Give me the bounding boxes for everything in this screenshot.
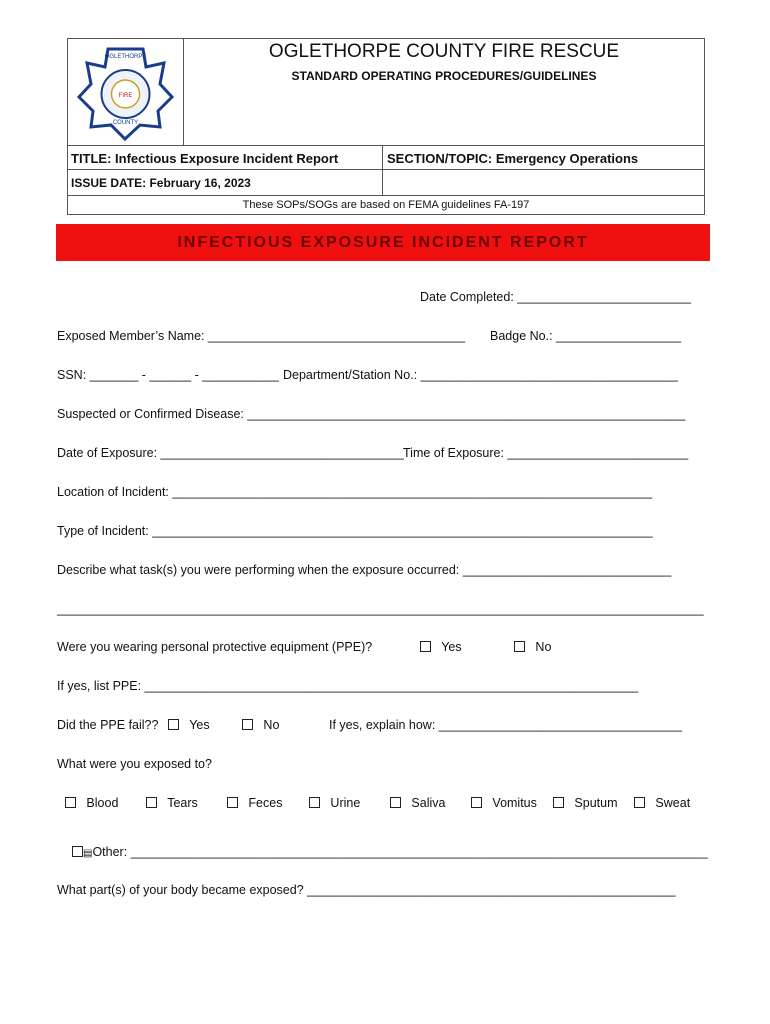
svg-text:OGLETHORPE: OGLETHORPE	[104, 54, 147, 60]
fluid-label: Saliva	[411, 796, 446, 810]
ppe-list-field[interactable]: If yes, list PPE: _______________________________________________________________________	[57, 679, 639, 693]
fluid-label: Tears	[167, 796, 198, 810]
ppe-fail-no-option[interactable]	[242, 718, 279, 732]
fluid-option-urine[interactable]	[309, 796, 360, 810]
svg-text:COUNTY: COUNTY	[112, 120, 139, 126]
body-part-field[interactable]: What part(s) of your body became exposed? _____________________________________________________	[57, 883, 676, 897]
fluid-option-saliva[interactable]	[390, 796, 445, 810]
checkbox-icon[interactable]	[390, 797, 401, 808]
section-topic: SECTION/TOPIC: Emergency Operations	[387, 151, 639, 166]
fluid-label: Vomitus	[492, 796, 537, 810]
fluid-option-sputum[interactable]	[553, 796, 618, 810]
banner-title: INFECTIOUS EXPOSURE INCIDENT REPORT	[177, 234, 589, 251]
date-exposure-field[interactable]: Date of Exposure: ___________________________________	[57, 446, 404, 460]
ppe-explain-field[interactable]: If yes, explain how: ___________________________________	[329, 718, 683, 732]
no-label: No	[263, 718, 280, 732]
checkbox-icon[interactable]	[514, 641, 525, 652]
checkbox-icon[interactable]	[168, 719, 179, 730]
yes-label: Yes	[189, 718, 210, 732]
clipboard-icon: ▤	[83, 848, 93, 859]
date-completed-field[interactable]: Date Completed: _________________________	[420, 290, 692, 304]
checkbox-icon[interactable]	[146, 797, 157, 808]
report-banner	[56, 224, 710, 261]
divider	[68, 169, 704, 170]
ppe-yes-option[interactable]	[420, 640, 462, 654]
checkbox-icon[interactable]	[242, 719, 253, 730]
fema-note: These SOPs/SOGs are based on FEMA guidelines FA-197	[242, 199, 530, 211]
doc-title: TITLE: Infectious Exposure Incident Report	[71, 151, 339, 166]
ppe-no-option[interactable]	[514, 640, 551, 654]
dept-station-field[interactable]: Department/Station No.: _____________________________________	[283, 368, 678, 382]
department-title: OGLETHORPE COUNTY FIRE RESCUE	[268, 41, 620, 62]
divider	[68, 145, 704, 146]
divider	[382, 145, 383, 195]
checkbox-icon[interactable]	[65, 797, 76, 808]
logo-cell	[68, 39, 184, 145]
task-continuation-field[interactable]: _____________________________________________________________________________________________	[57, 602, 704, 616]
sop-subtitle: STANDARD OPERATING PROCEDURES/GUIDELINES	[291, 69, 597, 83]
fluid-label: Feces	[248, 796, 283, 810]
checkbox-icon[interactable]	[420, 641, 431, 652]
badge-no-field[interactable]: Badge No.: __________________	[490, 329, 682, 343]
incident-type-field[interactable]: Type of Incident: ________________________________________________________________________	[57, 524, 653, 538]
ppe-question: Were you wearing personal protective equipment (PPE)?	[57, 640, 373, 654]
ppe-fail-question: Did the PPE fail??	[57, 718, 159, 732]
checkbox-icon[interactable]	[227, 797, 238, 808]
checkbox-icon[interactable]	[553, 797, 564, 808]
fluid-option-tears[interactable]	[146, 796, 198, 810]
no-label: No	[535, 640, 552, 654]
other-option[interactable]	[72, 845, 708, 859]
divider	[68, 195, 704, 196]
fluid-option-blood[interactable]	[65, 796, 118, 810]
header-table	[67, 38, 705, 215]
disease-field[interactable]: Suspected or Confirmed Disease: _______________________________________________________________	[57, 407, 686, 421]
fluid-option-vomitus[interactable]	[471, 796, 537, 810]
fire-rescue-logo	[68, 39, 183, 145]
fluid-option-feces[interactable]	[227, 796, 282, 810]
checkbox-icon[interactable]	[72, 846, 83, 857]
location-field[interactable]: Location of Incident: _____________________________________________________________________	[57, 485, 653, 499]
yes-label: Yes	[441, 640, 462, 654]
fluid-label: Sweat	[655, 796, 691, 810]
fluid-option-sweat[interactable]	[634, 796, 690, 810]
fluid-label: Blood	[86, 796, 119, 810]
svg-text:FIRE: FIRE	[118, 93, 133, 99]
task-field[interactable]: Describe what task(s) you were performing when the exposure occurred: ______________________________	[57, 563, 672, 577]
other-field[interactable]: Other: ___________________________________________________________________________________	[92, 845, 708, 859]
checkbox-icon[interactable]	[471, 797, 482, 808]
ppe-fail-yes-option[interactable]	[168, 718, 210, 732]
fluid-label: Urine	[330, 796, 361, 810]
exposed-to-question: What were you exposed to?	[57, 757, 212, 771]
fluid-label: Sputum	[574, 796, 618, 810]
time-exposure-field[interactable]: Time of Exposure: __________________________	[403, 446, 689, 460]
checkbox-icon[interactable]	[309, 797, 320, 808]
member-name-field[interactable]: Exposed Member’s Name: _____________________________________	[57, 329, 466, 343]
issue-date: ISSUE DATE: February 16, 2023	[71, 176, 251, 190]
ssn-field[interactable]: SSN: _______ - ______ - ___________	[57, 368, 279, 382]
checkbox-icon[interactable]	[634, 797, 645, 808]
